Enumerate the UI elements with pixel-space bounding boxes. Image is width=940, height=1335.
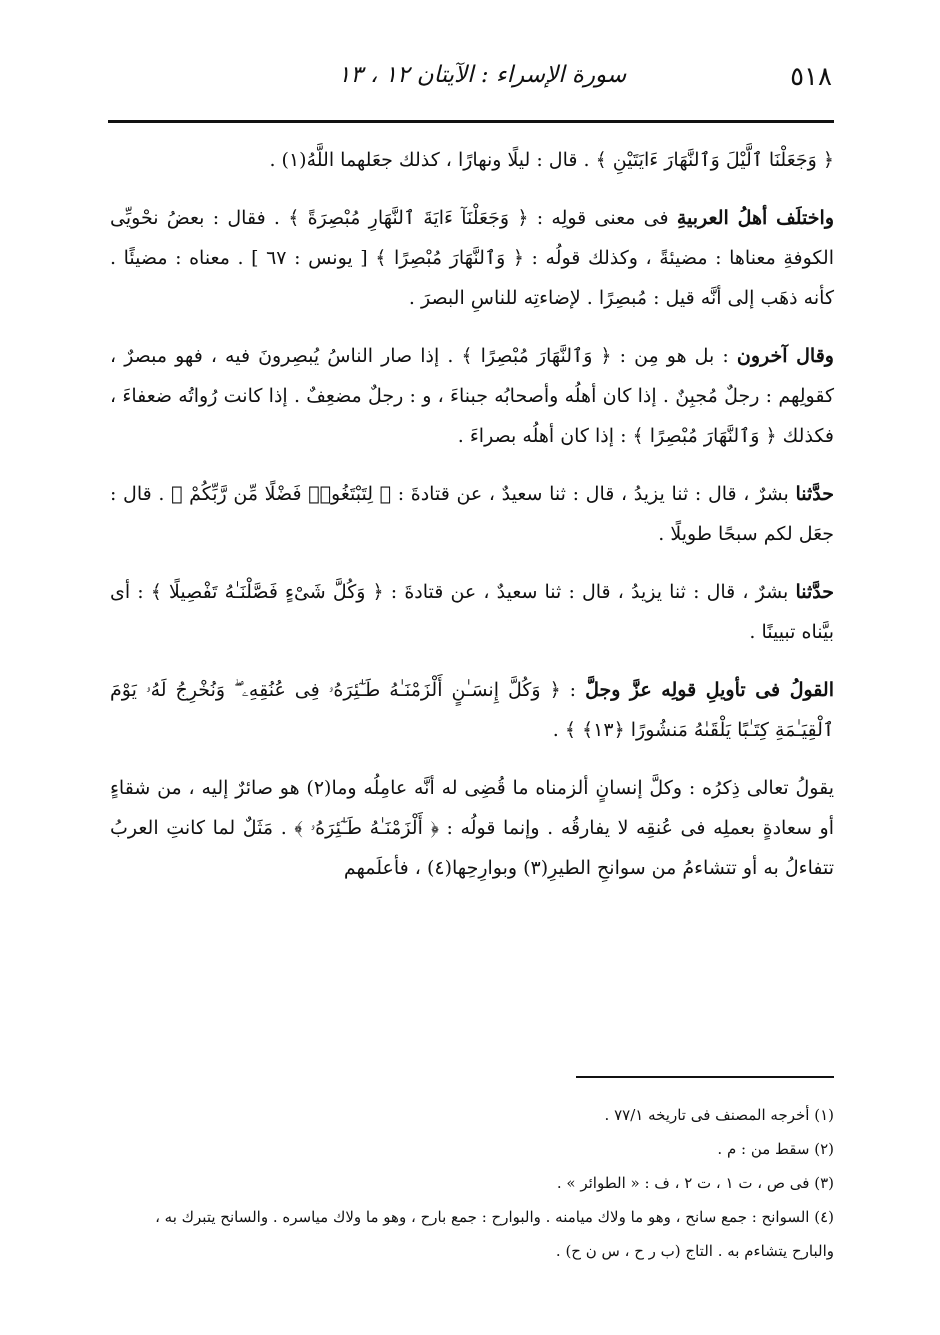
section-heading: القولُ فى تأويلِ قولِه عزَّ وجلَّ [585, 679, 834, 701]
paragraph-lead: حدَّثنا [795, 483, 834, 505]
page-header [108, 62, 832, 102]
paragraph-text: فى معنى قولِه : ﴿ وَجَعَلْنَآ ءَايَةَ ٱلنَّهَارِ مُبْصِرَةً ﴾ . فقال : بعضُ نحْويِّى الكوفةِ معناها : مضيئةً ، وكذلك قولُه : ﴿ وَٱلنَّهَارَ مُبْصِرًا ﴾ [ يونس : ٦٧ ] . معناه : مضيئًا . كأنه ذهَب إلى أنَّه قيل : مُبصِرًا . لإضاءتِه للناسِ البصرَ . [110, 207, 834, 309]
footnote-3: (٣) فى ص ، ت ١ ، ت ٢ ، ف : « الطوائر » . [556, 1174, 834, 1192]
paragraph-text: : بل هو مِن : ﴿ وَٱلنَّهَارَ مُبْصِرًا ﴾ . إذا صار الناسُ يُبصِرونَ فيه ، فهو مبصرٌ ، كقولِهم : رجلٌ مُجبِنٌ . إذا كان أهلُه وأصحابُه جبناءَ ، و : رجلٌ مضعِفٌ . إذا كانت رُواتُه ضعفاءَ ، فكذلك ﴿ وَٱلنَّهَارَ مُبْصِرًا ﴾ : إذا كان أهلُه بصراءَ . [110, 345, 834, 447]
body-text [110, 140, 834, 906]
paragraph-2 [110, 198, 834, 318]
paragraph-text: : ﴿ وَكُلَّ إِنسَـٰنٍ أَلْزَمْنَـٰهُ طَـٰٓئِرَهُۥ فِى عُنُقِهِۦ ۖ وَنُخْرِجُ لَهُۥ يَوْمَ ٱلْقِيَـٰمَةِ كِتَـٰبًا يَلْقَىٰهُ مَنشُورًا ﴿١٣﴾ ﴾ . [110, 679, 834, 741]
paragraph-text: يقولُ تعالى ذِكرُه : وكلَّ إنسانٍ ألزمناه ما قُضِى له أنَّه عامِلُه وما(٢) هو صائرٌ إليه ، من شقاءٍ أو سعادةٍ بعملِه فى عُنقِه لا يفارقُه . وإنما قولُه : ﴿ أَلْزَمْنَـٰهُ طَـٰٓئِرَهُۥ ﴾ . مَثَلٌ لما كانتِ العربُ تتفاءلُ به أو تتشاءمُ من سوانحِ الطيرِ(٣) وبوارِحِها(٤) ، فأعلَمهم [110, 777, 834, 879]
page-number: ٥١٨ [790, 62, 832, 92]
paragraph-5 [110, 572, 834, 652]
running-title: سورة الإسراء : الآيتان ١٢ ، ١٣ [338, 62, 627, 88]
paragraph-text: بشرٌ ، قال : ثنا يزيدُ ، قال : ثنا سعيدٌ ، عن قتادةَ : ﴿ لِتَبْتَغُوا۟ فَضْلًا مِّن رَّبِّكُمْ ﴾ . قال : جعَل لكم سبحًا طويلًا . [110, 483, 834, 545]
footnotes [110, 1098, 834, 1268]
paragraph-text: بشرٌ ، قال : ثنا يزيدُ ، قال : ثنا سعيدٌ ، عن قتادةَ : ﴿ وَكُلَّ شَىْءٍ فَصَّلْنَـٰهُ تَفْصِيلًا ﴾ : أى بيَّناه تبيينًا . [110, 581, 834, 643]
paragraph-7 [110, 768, 834, 888]
footnote-rule [576, 1076, 834, 1078]
header-rule [108, 120, 834, 123]
footnote-2: (٢) سقط من : م . [717, 1140, 834, 1158]
paragraph-3 [110, 336, 834, 456]
paragraph-lead: حدَّثنا [795, 581, 834, 603]
paragraph-6 [110, 670, 834, 750]
paragraph-text: ﴿ وَجَعَلْنَا ٱلَّيْلَ وَٱلنَّهَارَ ءَايَتَيْنِ ﴾ . قال : ليلًا ونهارًا ، كذلك جعَلهما اللَّهُ(١) . [269, 149, 834, 171]
paragraph-lead: واختلَف أهلُ العربيةِ [676, 207, 834, 229]
footnote-1: (١) أخرجه المصنف فى تاريخه ٧٧/١ . [604, 1106, 834, 1124]
paragraph-4 [110, 474, 834, 554]
footnote-4: (٤) السوانح : جمع سانح ، وهو ما ولاك ميامنه . والبوارح : جمع بارح ، وهو ما ولاك مياسره . والسانح يتبرك به ، والبارح يتشاءم به . التاج (ب ر ح ، س ن ح) . [155, 1208, 834, 1260]
paragraph-1 [110, 140, 834, 180]
paragraph-lead: وقال آخرون [736, 345, 834, 367]
